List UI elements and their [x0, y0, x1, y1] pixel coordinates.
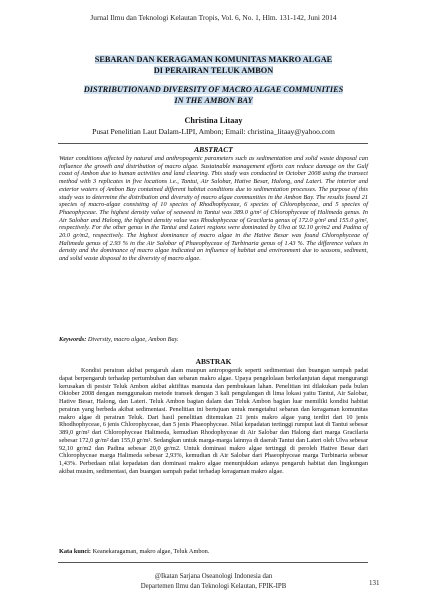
footer-credit: [0, 572, 427, 591]
divider-top: [58, 143, 368, 144]
journal-header: Jurnal Ilmu dan Teknologi Kelautan Tropis, Vol. 6, No. 1, Hlm. 131-142, Juni 2014: [90, 13, 337, 22]
page-number: 131: [369, 579, 380, 587]
author-affiliation: Pusat Penelitian Laut Dalam-LIPI, Ambon; Email: christina_litaay@yahoo.com: [92, 127, 335, 136]
kata-kunci: [59, 548, 368, 555]
author-name: Christina Litaay: [184, 116, 243, 125]
divider-bottom: [58, 562, 368, 563]
footer-line2: Departemen Ilmu dan Teknologi Kelautan, FPIK-IPB: [140, 582, 287, 590]
kata-kunci-text: Keanekaragaman, makro algae, Teluk Ambon.: [92, 548, 210, 555]
title-indonesian: [50, 55, 377, 76]
footer-line1: @Ikatan Sarjana Oseanologi Indonesia dan: [154, 573, 273, 580]
keywords-label: Keywords:: [59, 336, 87, 343]
title-id-line1: SEBARAN DAN KERAGAMAN KOMUNITAS MAKRO ALGAE: [94, 55, 333, 64]
abstract-heading: ABSTRACT: [194, 145, 233, 154]
title-english: [50, 85, 377, 106]
title-id-line2: DI PERAIRAN TELUK AMBON: [153, 65, 274, 75]
title-en-line1: DISTRIBUTIONAND DIVERSITY OF MACRO ALGAE COMMUNITIES: [83, 85, 344, 94]
title-en-line2: IN THE AMBON BAY: [174, 95, 253, 105]
kata-kunci-label: Kata kunci:: [59, 548, 92, 555]
abstrak-text: Kondisi perairan akibat pengaruh alam maupun antropogenik seperti sedimentasi dan buangan sampah padat dapat berpengaruh terhadap pertumbuhan dan sebaran makro algae. Upaya pengelolaan berkelanjutan dapat mengurangi kerusakan di pesisir Teluk Ambon akibat aktifitas manusia dan pembukaan lahan. Penelitian ini dilakukan pada bulan Oktober 2008 dengan menggunakan metode transek dengan 3 kali pengulangan di lima lokasi yaitu Tantui, Air Salobar, Hative Besar, Halong, dan Lateri. Teluk Ambon bagian dalam dan Teluk Ambon bagian luar memiliki kondisi habitat perairan yang berbeda akibat sedimentasi. Penelitian ini bertujuan untuk mengetahui sebaran dan keragaman komunitas makro algae di perairan Teluk. Dari hasil penelitian ditemukan 21 jenis makro algae yang terdiri dari 10 jenis Rhodhophyceae, 6 jenis Chlorophyceae, dan 5 jenis Phaeophyceae. Nilai kepadatan tertinggi rumput laut di Tantui sebesar 389,0 gr/m² dari Chlorophyceae Halimeda, kemudian Rhodophyceae di Air Salobar dan Halong dari marga Gracilaria sebesar 172,0 gr/m² dan 155,0 gr/m². Sedangkan untuk marga-marga lainnya di daerah Tantui dan Lateri oleh Ulva sebesar 92,10 gr/m2 dan Padina sebesar 20,0 gr/m2. Untuk dominasi makro algae tertinggi di peroleh Hative Besar dari Chlorophyceae marga Halimeda sebesar 2,93%, kemudian di Air Salobar dari Phaeophyceae marga Turbinaria sebesar 1,43%. Perbedaan nilai kepadatan dan dominasi makro algae menunjukkan adanya pengaruh habitat dan lingkungan akibat musim, sedimentasi, dan buangan sampah padat terhadap keragaman makro algae.: [59, 367, 368, 475]
keywords-text: Diversity, macro algae, Ambon Bay.: [87, 336, 179, 343]
abstrak-heading: ABSTRAK: [195, 357, 232, 366]
keywords: [59, 336, 368, 343]
abstract-text: Water conditions affected by natural and anthropogenic parameters such as sedimentation and solid waste disposal can influence the growth and distribution of macro algae. Sustainable management efforts can reduce damage on the Gulf coast of Ambon due to human activities and land clearing. This study was conducted in October 2008 using the transect method with 3 replicates in five locations i.e., Tantui, Air Salobar, Hative Besar, Halong, and Lateri. The interior and exterior waters of Ambon Bay contained different habitat conditions due to sedimentation processes. The purpose of this study was to determine the distribution and diversity of macro algae communities in the Ambon Bay. The results found 21 species of macro-algae consisting of 10 species of Rhodhophyceae, 6 species of Chlorophyceae, and 5 species of Phaeophyceae. The highest density value of seaweed in Tantui was 389.0 g/m² of Chlorophyceae of Halimeda genus. In Air Salobar and Halong, the highest density value was Rhodophyceae of Gracilaria genus of 172.0 g/m² and 155.0 g/m², respectively. For the other genus in the Tantui and Lateri regions were dominated by Ulva at 92.10 gr/m2 and Padina of 20.0 gr/m2, respectively. The highest dominance of macro algae in the Hative Besar was found Chlorophyceae of Halimeda genus of 2.93 % in the Air Salobar of Phaeophyceae of Turbinaria genus of 1.43 %. The difference values in density and the dominance of macro algae indicated an influence of habitat and environment due to seasons, sediment, and solid waste disposal to the diversity of macro algae.: [59, 155, 368, 263]
